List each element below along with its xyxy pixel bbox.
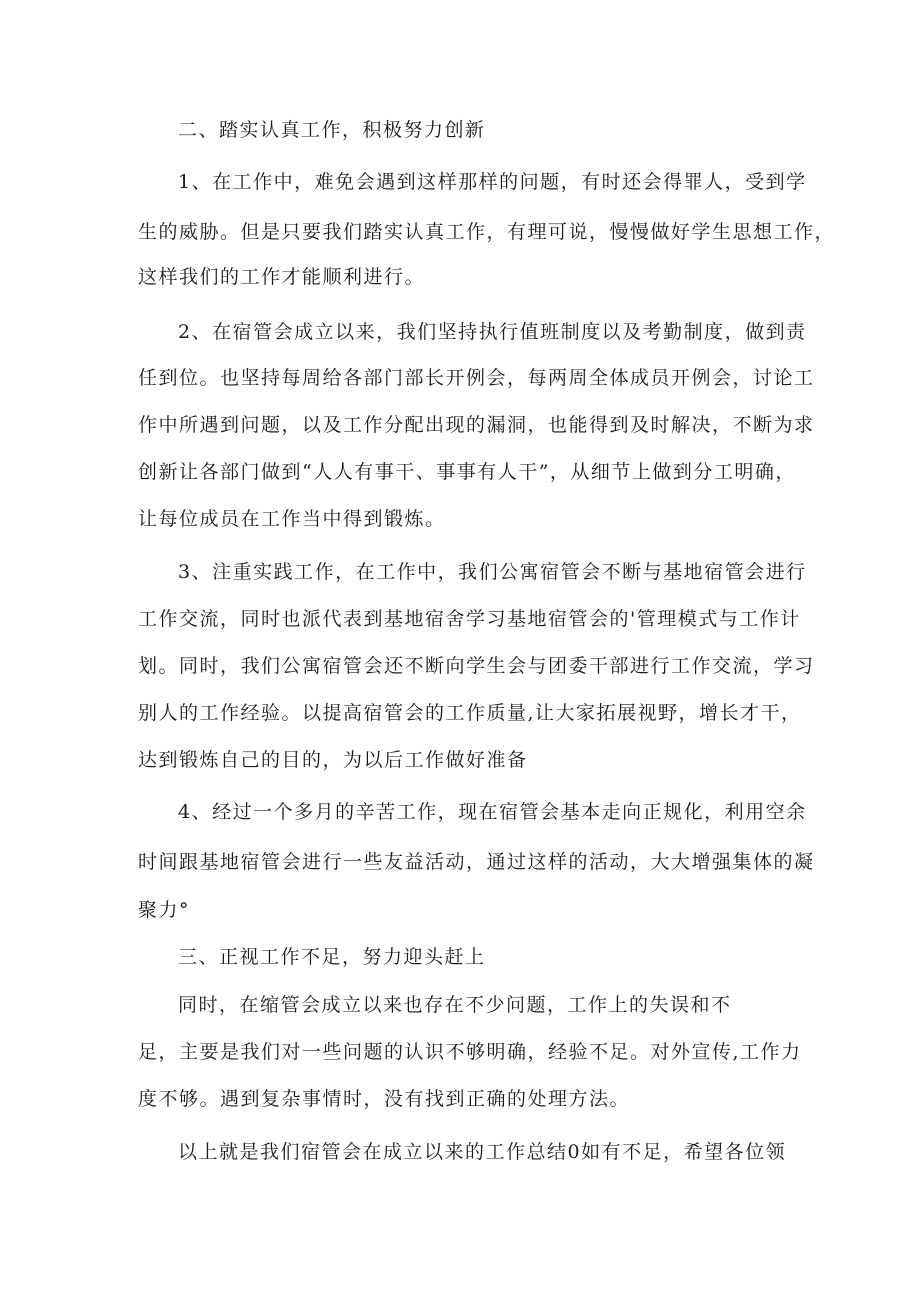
paragraph-5-line-3: 度不够。遇到复杂事情时，没有找到正确的处理方法。 xyxy=(138,1088,631,1110)
paragraph-5-line-2: 足，主要是我们对一些问题的认识不够明确，经验不足。对外宣传,工作力 xyxy=(138,1041,802,1063)
paragraph-2-line-3: 作中所遇到问题，以及工作分配出现的漏洞，也能得到及时解决，不断为求 xyxy=(138,414,815,436)
paragraph-3-line-4: 别人的工作经验。以提高宿管会的工作质量,让大家拓展视野，增长才干， xyxy=(138,702,802,724)
section-heading-3: 三、正视工作不足，努力迎头赶上 xyxy=(178,946,486,968)
paragraph-3-line-1: 3、注重实践工作，在工作中，我们公寓宿管会不断与基地宿管会进行 xyxy=(178,561,807,583)
paragraph-3-line-5: 达到锻炼自己的目的，为以后工作做好准备 xyxy=(138,749,528,771)
paragraph-4-line-1: 4、经过一个多月的辛苦工作，现在宿管会基本走向正规化，利用空余 xyxy=(178,801,807,823)
paragraph-1-line-3: 这样我们的工作才能顺利进行。 xyxy=(138,266,426,288)
paragraph-2-line-4: 创新让各部门做到“人人有事干、事事有人干”，从细节上做到分工明确， xyxy=(138,461,796,483)
paragraph-6-line-1: 以上就是我们宿管会在成立以来的工作总结0如有不足，希望各位领 xyxy=(178,1141,787,1163)
section-heading-2: 二、踏实认真工作，积极努力创新 xyxy=(178,119,486,141)
paragraph-2-line-5: 让每位成员在工作当中得到锻炼。 xyxy=(138,508,446,530)
paragraph-1-line-2: 生的威胁。但是只要我们踏实认真工作，有理可说，慢慢做好学生思想工作， xyxy=(138,221,836,243)
paragraph-5-line-1: 同时，在缩管会成立以来也存在不少问题，工作上的失误和不 xyxy=(178,994,732,1016)
paragraph-1-line-1: 1、在工作中，难免会遇到这样那样的问题，有时还会得罪人，受到学 xyxy=(178,171,807,193)
paragraph-2-line-2: 任到位。也坚持每周给各部门部长开例会，每两周全体成员开例会，讨论工 xyxy=(138,367,815,389)
paragraph-4-line-2: 时间跟基地宿管会进行一些友益活动，通过这样的活动，大大增强集体的凝 xyxy=(138,851,815,873)
paragraph-2-line-1: 2、在宿管会成立以来，我们坚持执行值班制度以及考勤制度，做到责 xyxy=(178,321,807,343)
paragraph-3-line-2: 工作交流，同时也派代表到基地宿舍学习基地宿管会的'管理模式与工作计 xyxy=(138,608,801,630)
paragraph-3-line-3: 划。同时，我们公寓宿管会还不断向学生会与团委干部进行工作交流，学习 xyxy=(138,655,815,677)
paragraph-4-line-3: 聚力° xyxy=(138,899,191,921)
